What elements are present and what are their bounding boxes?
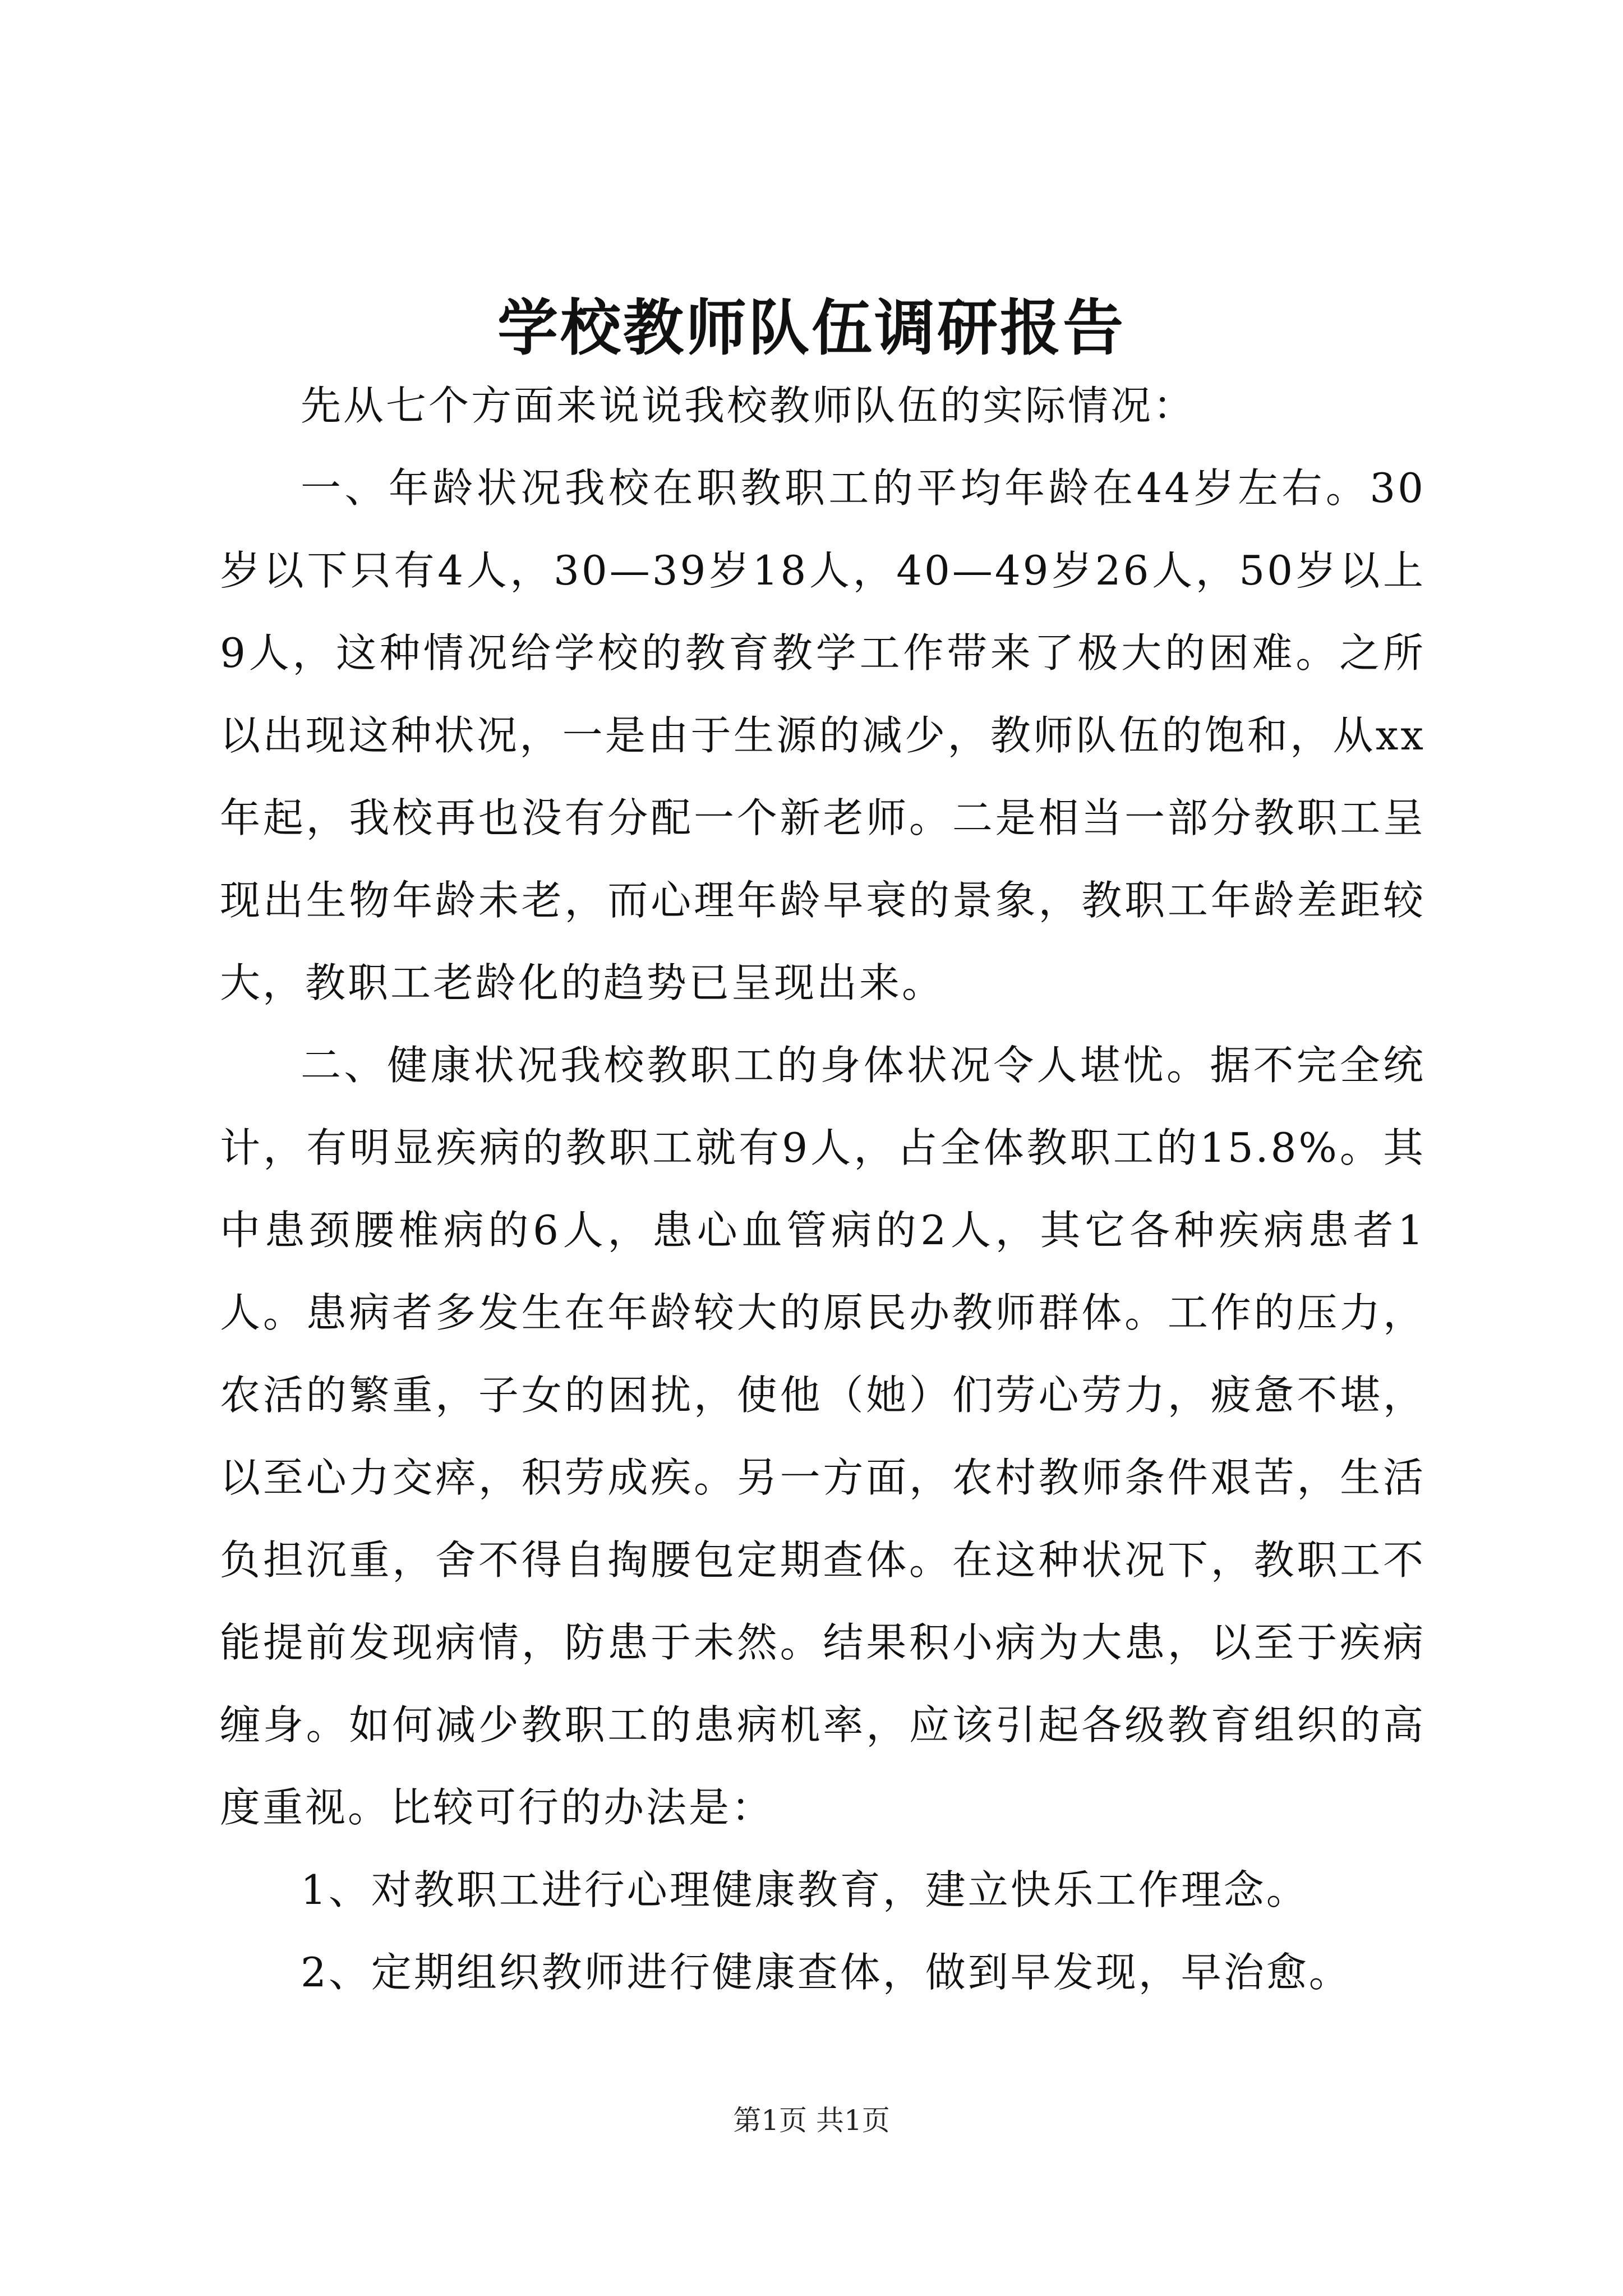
document-title: 学校教师队伍调研报告 bbox=[497, 293, 1126, 364]
measure-item-2: 2、定期组织教师进行健康查体，做到早发现，早治愈。 bbox=[301, 1949, 1352, 1996]
measure-item-1: 1、对教职工进行心理健康教育，建立快乐工作理念。 bbox=[301, 1866, 1309, 1913]
health-status-paragraph: 二、健康状况我校教职工的身体状况令人堪忧。据不完全统计，有明显疾病的教职工就有9人，占全体教职工的15.8%。其中患颈腰椎病的6人，患心血管病的2人，其它各种疾病患者1人。患病者多发生在年龄较大的原民办教师群体。工作的压力，农活的繁重，子女的困扰，使他（她）们劳心劳力，疲惫不堪，以至心力交瘁，积劳成疾。另一方面，农村教师条件艰苦，生活负担沉重，舍不得自掏腰包定期查体。在这种状况下，教职工不能提前发现病情，防患于未然。结果积小病为大患，以至于疾病缠身。如何减少教职工的患病机率，应该引起各级教育组织的高度重视。比较可行的办法是： bbox=[220, 1042, 1426, 1831]
page-number-footer: 第1页 共1页 bbox=[733, 2104, 890, 2137]
age-status-paragraph: 一、年龄状况我校在职教职工的平均年龄在44岁左右。30岁以下只有4人，30—39岁18人，40—49岁26人，50岁以上9人，这种情况给学校的教育教学工作带来了极大的困难。之所以出现这种状况，一是由于生源的减少，教师队伍的饱和，从xx年起，我校再也没有分配一个新老师。二是相当一部分教职工呈现出生物年龄未老，而心理年龄早衰的景象，教职工年龄差距较大，教职工老龄化的趋势已呈现出来。 bbox=[220, 464, 1426, 1006]
document-body bbox=[220, 365, 1426, 2014]
intro-paragraph: 先从七个方面来说说我校教师队伍的实际情况： bbox=[301, 382, 1196, 429]
